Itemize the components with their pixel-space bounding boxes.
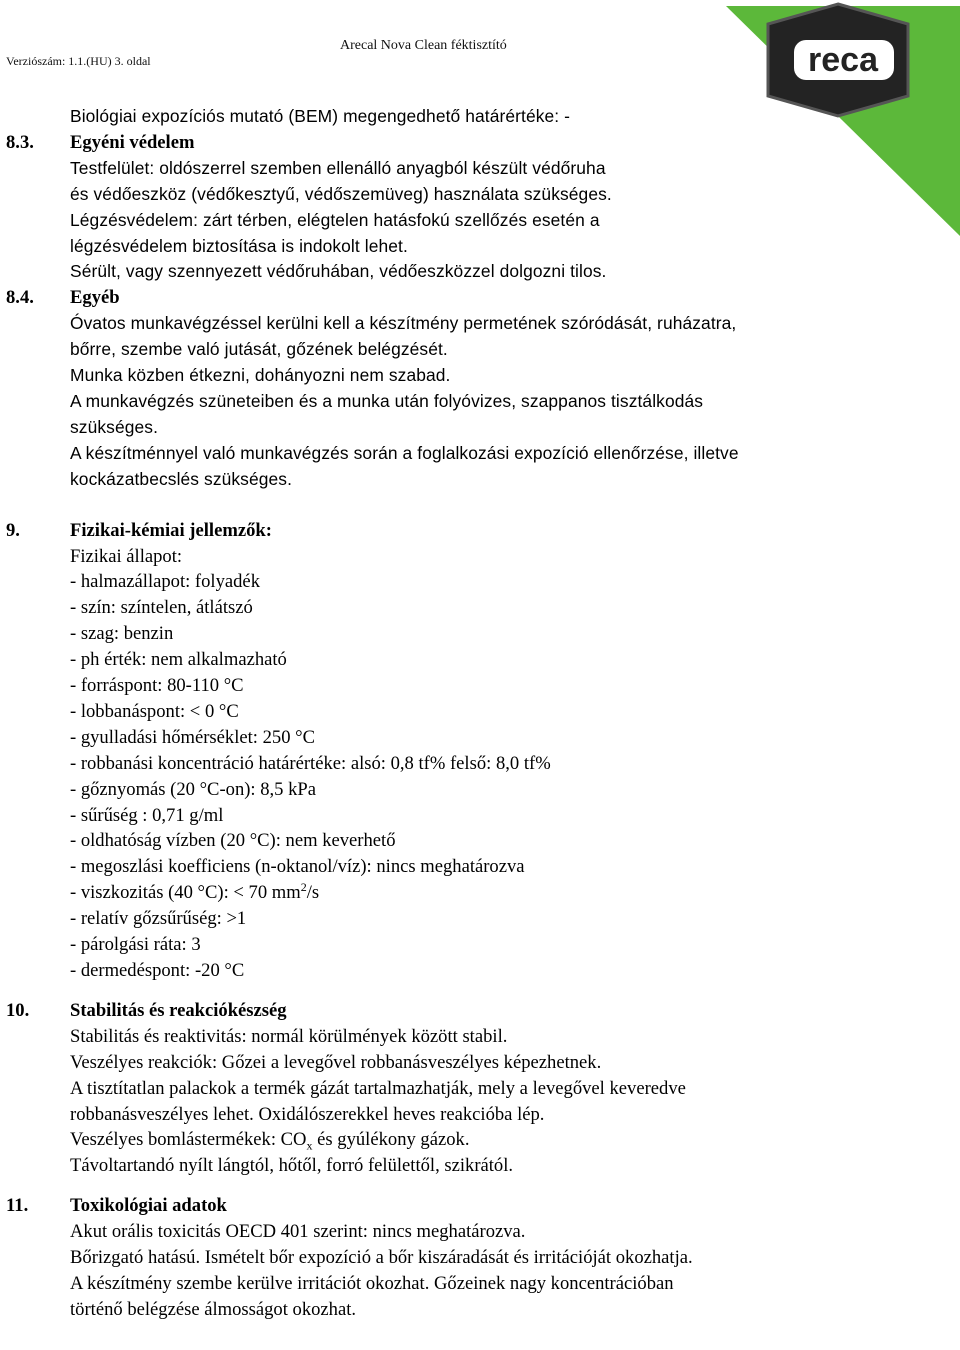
property-item: - forráspont: 80-110 °C — [70, 675, 244, 697]
spacer — [0, 984, 960, 998]
superscript: 2 — [300, 880, 307, 895]
spacer — [0, 1179, 960, 1193]
property-item: - sűrűség : 0,71 g/ml — [70, 804, 224, 826]
text-line: kockázatbecslés szükséges. — [70, 468, 293, 489]
section-number: 9. — [6, 519, 20, 541]
viscosity-item — [0, 880, 960, 906]
section-title: Toxikológiai adatok — [70, 1195, 227, 1217]
property-item: - párolgási ráta: 3 — [70, 934, 201, 956]
text-line: A készítmény szembe kerülve irritációt okozhat. Gőzeinek nagy koncentrációban — [70, 1272, 674, 1294]
document-body — [0, 104, 960, 1323]
text-line: szükséges. — [70, 416, 158, 437]
section-number: 8.3. — [6, 131, 34, 153]
section-title: Stabilitás és reakciókészség — [70, 999, 287, 1021]
decomposition-text: Veszélyes bomlástermékek: CO — [70, 1129, 307, 1151]
text-line: bőrre, szembe való jutását, gőzének belégzését. — [70, 339, 448, 360]
text-line: történő belégzése álmosságot okozhat. — [70, 1298, 357, 1320]
text-line: Akut orális toxicitás OECD 401 szerint: nincs meghatározva. — [70, 1221, 526, 1243]
text-line: Légzésvédelem: zárt térben, elégtelen hatásfokú szellőzés esetén a — [70, 209, 600, 230]
text-line: Távoltartandó nyílt lángtól, hőtől, forró felülettől, szikrától. — [70, 1155, 514, 1177]
property-item: - halmazállapot: folyadék — [70, 571, 260, 593]
text-line: A munkavégzés szüneteiben és a munka után folyóvizes, szappanos tisztálkodás — [70, 390, 704, 411]
viscosity-text: - viszkozitás (40 °C): < 70 mm — [70, 882, 301, 904]
section-title: Egyéb — [70, 287, 120, 309]
section-number: 11. — [6, 1195, 29, 1217]
bem-line: Biológiai expozíciós mutató (BEM) megengedhető határértéke: - — [70, 106, 571, 126]
logo-text: reca — [808, 41, 878, 79]
text-line: A készítménnyel való munkavégzés során a foglalkozási expozíció ellenőrzése, illetve — [70, 442, 739, 463]
text-line: Stabilitás és reaktivitás: normál körülmények között stabil. — [70, 1025, 508, 1047]
property-item: - ph érték: nem alkalmazható — [70, 649, 287, 671]
text-line: Fizikai állapot: — [70, 545, 183, 567]
text-line: Sérült, vagy szennyezett védőruhában, védőeszközzel dolgozni tilos. — [70, 261, 607, 282]
text-line: Óvatos munkavégzéssel kerülni kell a készítmény permetének szóródását, ruházatra, — [70, 313, 737, 334]
section-8-4-heading — [0, 285, 960, 311]
property-item: - gyulladási hőmérséklet: 250 °C — [70, 726, 315, 748]
subscript: x — [306, 1139, 313, 1154]
section-number: 8.4. — [6, 287, 34, 309]
section-10-heading — [0, 998, 960, 1024]
text-line: robbanásveszélyes lehet. Oxidálószerekkel heves reakcióba lép. — [70, 1103, 545, 1125]
text-line: légzésvédelem biztosítása is indokolt lehet. — [70, 235, 408, 256]
section-number: 10. — [6, 999, 30, 1021]
property-item: - lobbanáspont: < 0 °C — [70, 700, 239, 722]
text-line: és védőeszköz (védőkesztyű, védőszemüveg) használata szükséges. — [70, 183, 612, 204]
property-item: - relatív gőzsűrűség: >1 — [70, 908, 247, 930]
property-item: - megoszlási koefficiens (n-oktanol/víz): nincs meghatározva — [70, 856, 525, 878]
property-item: - szag: benzin — [70, 623, 174, 645]
section-8-3-heading — [0, 130, 960, 156]
text-line: A tisztítatlan palackok a termék gázát tartalmazhatják, mely a levegővel keveredve — [70, 1077, 686, 1099]
product-title: Arecal Nova Clean féktisztító — [340, 38, 507, 53]
section-9-heading — [0, 518, 960, 544]
decomposition-suffix: és gyúlékony gázok. — [312, 1129, 470, 1151]
text-line: Testfelület: oldószerrel szemben ellenálló anyagból készült védőruha — [70, 157, 606, 178]
property-item: - robbanási koncentráció határértéke: alsó: 0,8 tf% felső: 8,0 tf% — [70, 752, 551, 774]
text-line: Bőrizgató hatású. Ismételt bőr expozíció a bőr kiszáradását és irritációját okozhatja. — [70, 1247, 693, 1269]
decomposition-line — [0, 1127, 960, 1153]
property-item: - dermedéspont: -20 °C — [70, 960, 245, 981]
section-11-heading — [0, 1193, 960, 1219]
text-line: Munka közben étkezni, dohányozni nem szabad. — [70, 365, 451, 386]
section-title: Fizikai-kémiai jellemzők: — [70, 519, 272, 541]
viscosity-unit: /s — [306, 882, 320, 904]
version-label: Verziószám: 1.1.(HU) 3. oldal — [6, 54, 151, 68]
property-item: - gőznyomás (20 °C-on): 8,5 kPa — [70, 778, 317, 800]
property-item: - oldhatóság vízben (20 °C): nem keverhető — [70, 830, 396, 852]
spacer — [0, 493, 960, 518]
property-item: - szín: színtelen, átlátszó — [70, 597, 253, 619]
text-line: Veszélyes reakciók: Gőzei a levegővel robbanásveszélyes képezhetnek. — [70, 1051, 602, 1073]
section-title: Egyéni védelem — [70, 131, 195, 153]
